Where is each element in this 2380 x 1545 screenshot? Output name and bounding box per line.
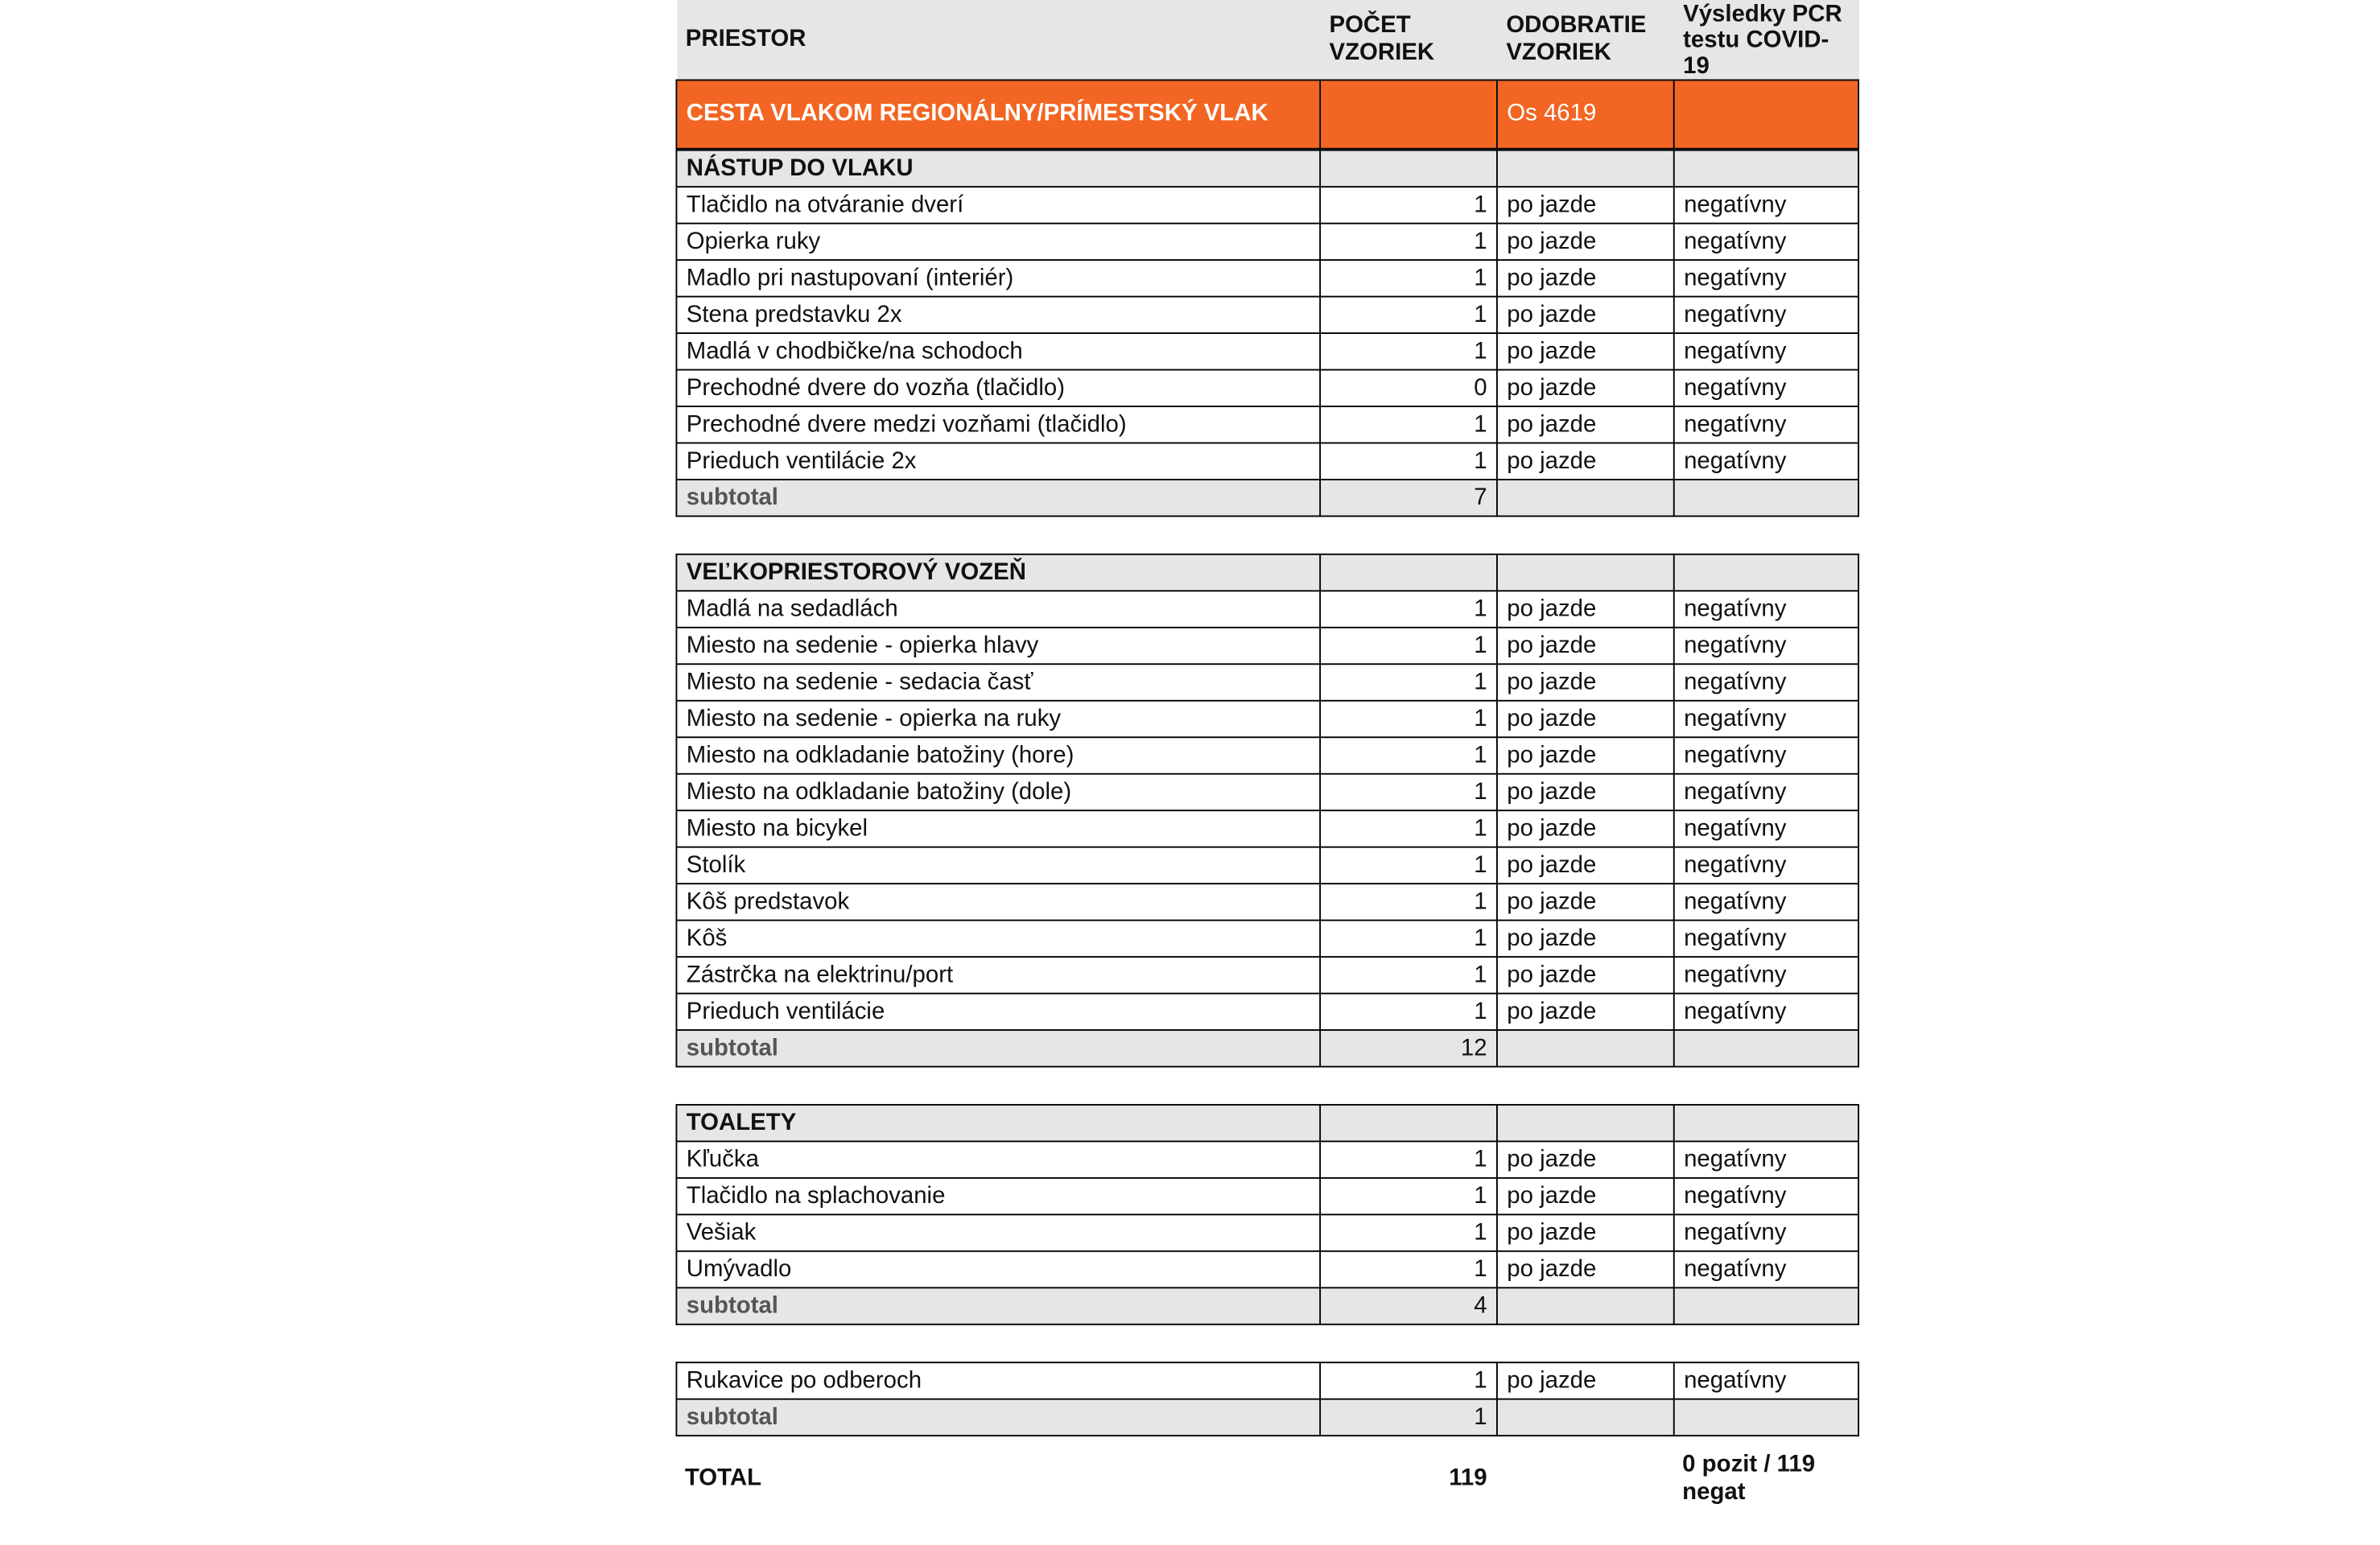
subtotal-empty-cell: [1674, 1288, 1858, 1324]
section-header-empty-cell: [1497, 150, 1674, 187]
subtotal-label: subtotal: [676, 1288, 1320, 1324]
pocet-vzoriek-cell: 1: [1320, 260, 1497, 296]
priestor-cell: Prieduch ventilácie 2x: [676, 443, 1320, 479]
table-row: [676, 628, 1858, 664]
route-empty-cell: [1320, 80, 1497, 148]
header-pocet-vzoriek: [1320, 0, 1497, 80]
route-empty-cell: [1674, 80, 1858, 148]
priestor-cell: Madlá na sedadlách: [676, 591, 1320, 627]
table-row: [676, 774, 1858, 810]
vysledok-cell: negatívny: [1674, 847, 1858, 884]
subtotal-row: [676, 1288, 1858, 1324]
pocet-vzoriek-cell: 1: [1320, 847, 1497, 884]
section-title: VEĽKOPRIESTOROVÝ VOZEŇ: [676, 554, 1320, 591]
table-row: [676, 664, 1858, 700]
vysledok-cell: negatívny: [1674, 1214, 1858, 1250]
odobratie-cell: po jazde: [1497, 224, 1674, 260]
odobratie-cell: po jazde: [1497, 847, 1674, 884]
route-row: [676, 80, 1858, 148]
pocet-vzoriek-cell: 1: [1320, 406, 1497, 443]
table-row: [676, 370, 1858, 406]
pocet-vzoriek-cell: 1: [1320, 994, 1497, 1030]
table-row: [676, 994, 1858, 1030]
pocet-vzoriek-cell: 1: [1320, 187, 1497, 223]
total-value: 119: [1449, 1465, 1487, 1492]
header-priestor: PRIESTOR: [676, 0, 1320, 80]
priestor-cell: Tlačidlo na otváranie dverí: [676, 187, 1320, 223]
pocet-vzoriek-cell: 1: [1320, 774, 1497, 810]
priestor-cell: Prieduch ventilácie: [676, 994, 1320, 1030]
vysledok-cell: negatívny: [1674, 1251, 1858, 1288]
subtotal-value: 7: [1320, 480, 1497, 516]
total-result: 0 pozit / 119 negat: [1682, 1452, 1816, 1506]
subtotal-empty-cell: [1674, 1030, 1858, 1066]
total-empty-cell: [1496, 1445, 1673, 1512]
odobratie-cell: po jazde: [1497, 701, 1674, 737]
table-row: [676, 443, 1858, 479]
results-document: [675, 0, 1858, 1513]
priestor-cell: Madlá v chodbičke/na schodoch: [676, 333, 1320, 369]
priestor-cell: Kľučka: [676, 1141, 1320, 1177]
section-title: NÁSTUP DO VLAKU: [676, 150, 1320, 187]
priestor-cell: Miesto na sedenie - opierka na ruky: [676, 701, 1320, 737]
priestor-cell: Kôš: [676, 921, 1320, 957]
train-number: Os 4619: [1497, 80, 1674, 148]
vysledok-cell: negatívny: [1674, 921, 1858, 957]
pocet-vzoriek-cell: 1: [1320, 701, 1497, 737]
section-gap: [675, 517, 1858, 553]
header-table: [675, 0, 1859, 150]
priestor-cell: Kôš predstavok: [676, 884, 1320, 920]
section-header-empty-cell: [1674, 554, 1858, 591]
subtotal-empty-cell: [1497, 1288, 1674, 1324]
pocet-vzoriek-cell: 1: [1320, 1178, 1497, 1214]
table-row: [676, 810, 1858, 847]
vysledok-cell: negatívny: [1674, 774, 1858, 810]
pocet-vzoriek-cell: 1: [1320, 1141, 1497, 1177]
section-header-row: [676, 554, 1858, 591]
priestor-cell: Stena predstavku 2x: [676, 297, 1320, 333]
odobratie-cell: po jazde: [1497, 884, 1674, 920]
subtotal-empty-cell: [1674, 480, 1858, 516]
subtotal-label: subtotal: [676, 1030, 1320, 1066]
odobratie-cell: po jazde: [1497, 628, 1674, 664]
total-label: TOTAL: [684, 1465, 762, 1492]
table-row: [676, 1362, 1858, 1399]
section-table: [675, 554, 1859, 1068]
odobratie-cell: po jazde: [1497, 921, 1674, 957]
priestor-cell: Tlačidlo na splachovanie: [676, 1178, 1320, 1214]
vysledok-cell: negatívny: [1674, 994, 1858, 1030]
header-vysledky-pcr: Výsledky PCR testu COVID-19: [1674, 0, 1858, 80]
table-row: [676, 847, 1858, 884]
odobratie-cell: po jazde: [1497, 774, 1674, 810]
priestor-cell: Stolík: [676, 847, 1320, 884]
priestor-cell: Miesto na sedenie - opierka hlavy: [676, 628, 1320, 664]
vysledok-cell: negatívny: [1674, 187, 1858, 223]
vysledok-cell: negatívny: [1674, 1141, 1858, 1177]
subtotal-empty-cell: [1674, 1399, 1858, 1436]
subtotal-empty-cell: [1497, 1030, 1674, 1066]
table-row: [676, 1214, 1858, 1250]
table-row: [676, 737, 1858, 773]
pocet-vzoriek-cell: 1: [1320, 628, 1497, 664]
vysledok-cell: negatívny: [1674, 591, 1858, 627]
pocet-vzoriek-cell: 1: [1320, 737, 1497, 773]
header-pocet-line-1: POČET: [1329, 12, 1411, 39]
header-odobratie-line-1: ODOBRATIE: [1506, 12, 1647, 39]
subtotal-row: [676, 1399, 1858, 1436]
pocet-vzoriek-cell: 1: [1320, 810, 1497, 847]
odobratie-cell: po jazde: [1497, 737, 1674, 773]
priestor-cell: Umývadlo: [676, 1251, 1320, 1288]
priestor-cell: Opierka ruky: [676, 224, 1320, 260]
table-row: [676, 1251, 1858, 1288]
section-header-empty-cell: [1674, 150, 1858, 187]
vysledok-cell: negatívny: [1674, 884, 1858, 920]
pocet-vzoriek-cell: 1: [1320, 664, 1497, 700]
odobratie-cell: po jazde: [1497, 297, 1674, 333]
vysledok-cell: negatívny: [1674, 810, 1858, 847]
odobratie-cell: po jazde: [1497, 333, 1674, 369]
subtotal-empty-cell: [1497, 480, 1674, 516]
table-row: [676, 921, 1858, 957]
pocet-vzoriek-cell: 1: [1320, 1214, 1497, 1250]
table-row: [676, 1141, 1858, 1177]
vysledok-cell: negatívny: [1674, 406, 1858, 443]
odobratie-cell: po jazde: [1497, 810, 1674, 847]
odobratie-cell: po jazde: [1497, 994, 1674, 1030]
odobratie-cell: po jazde: [1497, 1214, 1674, 1250]
vysledok-cell: negatívny: [1674, 957, 1858, 993]
section-title: TOALETY: [676, 1105, 1320, 1141]
priestor-cell: Miesto na odkladanie batožiny (dole): [676, 774, 1320, 810]
total-table: [675, 1445, 1858, 1512]
header-odobratie-vzoriek: [1497, 0, 1674, 80]
priestor-cell: Prechodné dvere medzi vozňami (tlačidlo): [676, 406, 1320, 443]
section-gap: [675, 1068, 1858, 1104]
vysledok-cell: negatívny: [1674, 628, 1858, 664]
priestor-cell: Prechodné dvere do vozňa (tlačidlo): [676, 370, 1320, 406]
sections-container: [675, 150, 1858, 1436]
pocet-vzoriek-cell: 1: [1320, 884, 1497, 920]
priestor-cell: Miesto na odkladanie batožiny (hore): [676, 737, 1320, 773]
section-header-empty-cell: [1497, 1105, 1674, 1141]
priestor-cell: Miesto na sedenie - sedacia časť: [676, 664, 1320, 700]
vysledok-cell: negatívny: [1674, 701, 1858, 737]
section-gap: [675, 1325, 1858, 1362]
column-header-row: [676, 0, 1858, 80]
vysledok-cell: negatívny: [1674, 333, 1858, 369]
odobratie-cell: po jazde: [1497, 1251, 1674, 1288]
table-row: [676, 701, 1858, 737]
odobratie-cell: po jazde: [1497, 406, 1674, 443]
odobratie-cell: po jazde: [1497, 187, 1674, 223]
odobratie-cell: po jazde: [1497, 957, 1674, 993]
odobratie-cell: po jazde: [1497, 370, 1674, 406]
table-row: [676, 957, 1858, 993]
section-header-empty-cell: [1497, 554, 1674, 591]
table-row: [676, 260, 1858, 296]
header-odobratie-line-2: VZORIEK: [1506, 39, 1611, 66]
pocet-vzoriek-cell: 0: [1320, 370, 1497, 406]
subtotal-label: subtotal: [676, 1399, 1320, 1436]
section-header-empty-cell: [1320, 1105, 1497, 1141]
table-row: [676, 406, 1858, 443]
vysledok-cell: negatívny: [1674, 664, 1858, 700]
vysledok-cell: negatívny: [1674, 1178, 1858, 1214]
pocet-vzoriek-cell: 1: [1320, 957, 1497, 993]
section-table: [675, 150, 1859, 517]
odobratie-cell: po jazde: [1497, 664, 1674, 700]
priestor-cell: Madlo pri nastupovaní (interiér): [676, 260, 1320, 296]
subtotal-value: 4: [1320, 1288, 1497, 1324]
odobratie-cell: po jazde: [1497, 1178, 1674, 1214]
odobratie-cell: po jazde: [1497, 591, 1674, 627]
vysledok-cell: negatívny: [1674, 443, 1858, 479]
section-table: [675, 1104, 1859, 1325]
section-table: [675, 1362, 1859, 1436]
vysledok-cell: negatívny: [1674, 224, 1858, 260]
vysledok-cell: negatívny: [1674, 297, 1858, 333]
table-row: [676, 187, 1858, 223]
vysledok-cell: negatívny: [1674, 1362, 1858, 1399]
pocet-vzoriek-cell: 1: [1320, 1362, 1497, 1399]
subtotal-label: subtotal: [676, 480, 1320, 516]
priestor-cell: Vešiak: [676, 1214, 1320, 1250]
odobratie-cell: po jazde: [1497, 260, 1674, 296]
pocet-vzoriek-cell: 1: [1320, 224, 1497, 260]
odobratie-cell: po jazde: [1497, 1141, 1674, 1177]
subtotal-empty-cell: [1497, 1399, 1674, 1436]
vysledok-cell: negatívny: [1674, 737, 1858, 773]
section-header-row: [676, 150, 1858, 187]
priestor-cell: Rukavice po odberoch: [676, 1362, 1320, 1399]
priestor-cell: Miesto na bicykel: [676, 810, 1320, 847]
subtotal-row: [676, 480, 1858, 516]
odobratie-cell: po jazde: [1497, 1362, 1674, 1399]
table-row: [676, 884, 1858, 920]
vysledok-cell: negatívny: [1674, 260, 1858, 296]
total-row: [675, 1445, 1858, 1512]
pocet-vzoriek-cell: 1: [1320, 591, 1497, 627]
pocet-vzoriek-cell: 1: [1320, 1251, 1497, 1288]
section-header-empty-cell: [1674, 1105, 1858, 1141]
section-header-empty-cell: [1320, 150, 1497, 187]
table-row: [676, 333, 1858, 369]
header-pocet-line-2: VZORIEK: [1329, 39, 1435, 66]
route-title: CESTA VLAKOM REGIONÁLNY/PRÍMESTSKÝ VLAK: [676, 80, 1320, 148]
section-header-empty-cell: [1320, 554, 1497, 591]
table-row: [676, 224, 1858, 260]
pocet-vzoriek-cell: 1: [1320, 921, 1497, 957]
pocet-vzoriek-cell: 1: [1320, 443, 1497, 479]
pocet-vzoriek-cell: 1: [1320, 297, 1497, 333]
section-header-row: [676, 1105, 1858, 1141]
vysledok-cell: negatívny: [1674, 370, 1858, 406]
subtotal-value: 12: [1320, 1030, 1497, 1066]
pocet-vzoriek-cell: 1: [1320, 333, 1497, 369]
table-row: [676, 297, 1858, 333]
subtotal-row: [676, 1030, 1858, 1066]
odobratie-cell: po jazde: [1497, 443, 1674, 479]
table-row: [676, 591, 1858, 627]
subtotal-value: 1: [1320, 1399, 1497, 1436]
priestor-cell: Zástrčka na elektrinu/port: [676, 957, 1320, 993]
table-row: [676, 1178, 1858, 1214]
